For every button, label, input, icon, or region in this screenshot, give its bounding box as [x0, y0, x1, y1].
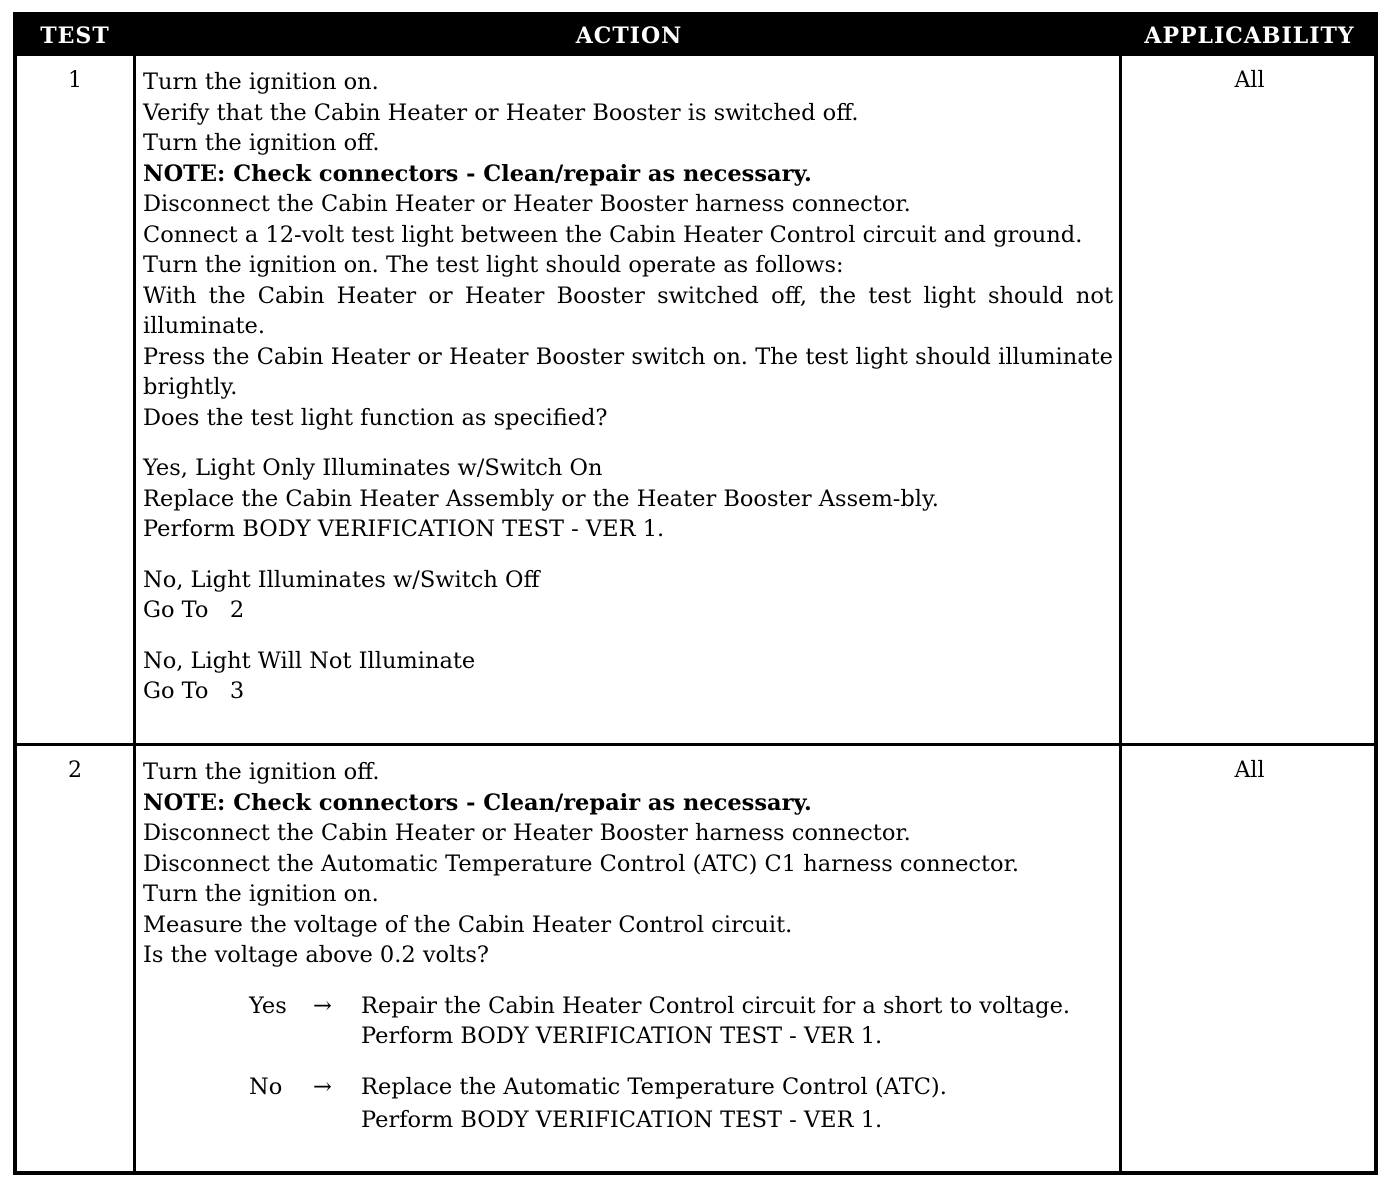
- header-action: ACTION: [575, 23, 683, 49]
- answer-step: Repair the Cabin Heater Control circuit for a short to voltage.: [361, 992, 1071, 1019]
- instruction-line: Disconnect the Cabin Heater or Heater Booster harness connector.: [143, 820, 911, 846]
- instruction-line: Turn the ignition off.: [143, 759, 380, 785]
- answer-step: Replace the Cabin Heater Assembly or the Heater Booster Assem-bly.: [143, 485, 939, 512]
- answer-label: Yes: [249, 992, 287, 1019]
- test-number: 2: [68, 758, 82, 783]
- instruction-line: Turn the ignition on.: [143, 69, 379, 95]
- answer-row: [249, 1072, 1113, 1103]
- goto-link[interactable]: Go To 2: [143, 597, 245, 623]
- instruction-line: Press the Cabin Heater or Heater Booster switch on. The test light should illuminate brightly.: [143, 343, 1113, 400]
- answer-step: Replace the Automatic Temperature Control (ATC).: [361, 1073, 947, 1100]
- instruction-line: Turn the ignition on.: [143, 881, 379, 907]
- instruction-line: Disconnect the Automatic Temperature Control (ATC) C1 harness connector.: [143, 850, 1020, 877]
- instruction-line: Turn the ignition off.: [143, 130, 380, 156]
- answer-label: Yes, Light Only Illuminates w/Switch On: [143, 455, 603, 481]
- answer-step: Perform BODY VERIFICATION TEST - VER 1.: [143, 516, 665, 542]
- applicability-value: All: [1234, 68, 1265, 93]
- test-number: 1: [68, 68, 82, 93]
- instruction-line: Measure the voltage of the Cabin Heater Control circuit.: [143, 911, 793, 938]
- arrow-icon: →: [313, 1073, 332, 1100]
- diagnostic-table: [13, 12, 1378, 1175]
- question-line: Is the voltage above 0.2 volts?: [143, 942, 489, 968]
- answer-step: Perform BODY VERIFICATION TEST - VER 1.: [361, 1023, 883, 1049]
- column-divider: [133, 56, 136, 1171]
- row-divider: [17, 743, 1374, 746]
- instruction-line: Disconnect the Cabin Heater or Heater Booster harness connector.: [143, 191, 911, 217]
- answer-row: [249, 1021, 1113, 1052]
- applicability-value: All: [1234, 758, 1265, 783]
- action-cell-test-2: [143, 757, 1113, 1136]
- arrow-icon: →: [313, 992, 332, 1019]
- note-line: NOTE: Check connectors - Clean/repair as necessary.: [143, 789, 812, 816]
- note-line: NOTE: Check connectors - Clean/repair as necessary.: [143, 160, 812, 187]
- answer-label: No, Light Illuminates w/Switch Off: [143, 566, 540, 593]
- instruction-line: Verify that the Cabin Heater or Heater Booster is switched off.: [143, 99, 859, 126]
- answer-label: No, Light Will Not Illuminate: [143, 647, 476, 674]
- answer-row: [249, 991, 1113, 1022]
- instruction-line: Turn the ignition on. The test light should operate as follows:: [143, 252, 844, 278]
- table-header: [17, 16, 1374, 56]
- header-applicability: APPLICABILITY: [1144, 23, 1355, 49]
- instruction-line: Connect a 12-volt test light between the Cabin Heater Control circuit and ground.: [143, 221, 1083, 248]
- answer-step: Perform BODY VERIFICATION TEST - VER 1.: [361, 1107, 883, 1133]
- goto-link[interactable]: Go To 3: [143, 678, 245, 704]
- answer-label: No: [249, 1073, 283, 1100]
- answer-row: [249, 1105, 1113, 1136]
- column-divider: [1119, 56, 1122, 1171]
- instruction-line: With the Cabin Heater or Heater Booster switched off, the test light should not illuminate.: [143, 282, 1113, 339]
- header-test: TEST: [40, 23, 110, 49]
- question-line: Does the test light function as specified?: [143, 404, 608, 431]
- action-cell-test-1: [143, 67, 1113, 707]
